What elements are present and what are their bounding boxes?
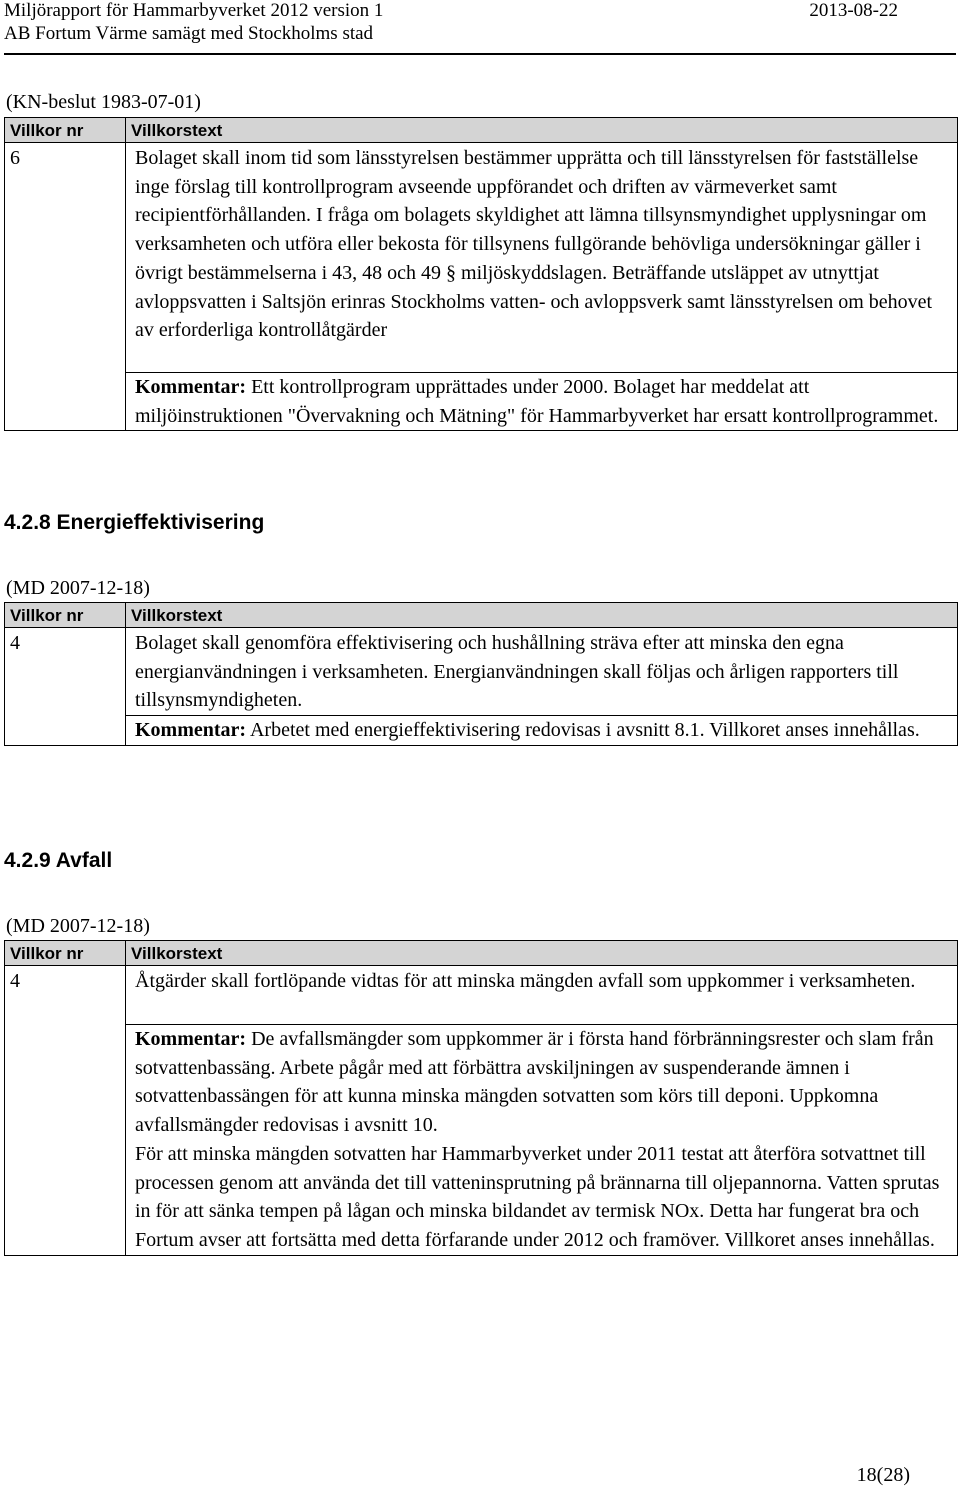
comment-text: Ett kontrollprogram upprättades under 2000. Bolaget har meddelat att miljöinstruktionen "Övervakning och Mätning" för Hammarbyverket har ersatt kontrollprogrammet.: [135, 376, 939, 427]
company-name: AB Fortum Värme samägt med Stockholms stad: [4, 23, 374, 44]
table-row: [5, 628, 958, 746]
column-header-text: Villkorstext: [126, 941, 958, 966]
condition-number: 4: [5, 628, 126, 746]
table-header-row: [5, 941, 958, 966]
comment: [126, 1024, 957, 1140]
conditions-table: [4, 940, 958, 1256]
condition-text-cell: [126, 628, 958, 746]
table-header-row: [5, 118, 958, 143]
condition-text: Bolaget skall genomföra effektivisering och hushållning sträva efter att minska den egna energianvändningen i verksamheten. Energianvändningen skall följas och årligen rapporters till tillsynsmyndigheten.: [135, 632, 899, 712]
page-number: 18(28): [856, 1464, 910, 1486]
decision-reference: (MD 2007-12-18): [6, 577, 150, 599]
conditions-table: [4, 117, 958, 431]
column-header-text: Villkorstext: [126, 603, 958, 628]
condition-number: 6: [5, 143, 126, 431]
condition-number: 4: [5, 966, 126, 1256]
condition-text-cell: [126, 143, 958, 431]
comment-text: De avfallsmängder som uppkommer är i första hand förbränningsrester och slam från sotvattenbassäng. Arbete pågår med att förbättra avskiljningen av suspenderande ämnen i sotvattenbassängen för att kunna minska mängden sotvatten som körs till deponi. Uppkomna avfallsmängder redovisas i avsnitt 10.: [135, 1028, 934, 1137]
column-header-nr: Villkor nr: [5, 118, 126, 143]
comment: [126, 715, 957, 745]
conditions-table: [4, 602, 958, 746]
document-date: 2013-08-22: [809, 0, 898, 21]
document-title: Miljörapport för Hammarbyverket 2012 version 1: [4, 0, 384, 21]
comment-text: Arbetet med energieffektivisering redovisas i avsnitt 8.1. Villkoret anses innehållas.: [246, 719, 920, 741]
condition-text: Åtgärder skall fortlöpande vidtas för att minska mängden avfall som uppkommer i verksamheten.: [135, 970, 916, 992]
decision-reference: (KN-beslut 1983-07-01): [6, 91, 201, 113]
condition-text: Bolaget skall inom tid som länsstyrelsen bestämmer upprätta och till länsstyrelsen för fastställelse inge förslag till kontrollprogram avseende uppförandet och driften av värmeverket samt recipientförhållanden. I fråga om bolagets skyldighet att lämna tillsynsmyndighet upplysningar om verksamheten och utföra eller bekosta för tillsynens fullgörande behövliga undersökningar gäller i övrigt bestämmelserna i 43, 48 och 49 § miljöskyddslagen. Beträffande utsläppet av utnyttjat avloppsvatten i Saltsjön erinras Stockholms vatten- och avloppsverk samt länsstyrelsen om behovet av erforderliga kontrollåtgärder: [135, 147, 933, 342]
table-row: [5, 143, 958, 431]
column-header-nr: Villkor nr: [5, 941, 126, 966]
comment-continuation: För att minska mängden sotvatten har Hammarbyverket under 2011 testat att återföra sotvattnet till processen genom att använda det till vatteninsprutning på brännarna till oljepannorna. Vatten sprutas in för att sänka tempen på lågan och minska bildandet av termisk NOx. Detta har fungerat bra och Fortum avser att fortsätta med detta förfarande under 2012 och framöver. Villkoret anses innehållas.: [135, 1142, 940, 1251]
table-row: [5, 966, 958, 1256]
comment-label: Kommentar:: [135, 376, 247, 398]
condition-text-cell: [126, 966, 958, 1256]
header-divider: [4, 53, 956, 55]
table-header-row: [5, 603, 958, 628]
decision-reference: (MD 2007-12-18): [6, 915, 150, 937]
section-heading: 4.2.8 Energieffektivisering: [4, 511, 265, 534]
column-header-text: Villkorstext: [126, 118, 958, 143]
comment-label: Kommentar:: [135, 1028, 247, 1050]
column-header-nr: Villkor nr: [5, 603, 126, 628]
section-heading: 4.2.9 Avfall: [4, 849, 113, 872]
comment-label: Kommentar:: [135, 719, 247, 741]
comment: [126, 372, 957, 430]
